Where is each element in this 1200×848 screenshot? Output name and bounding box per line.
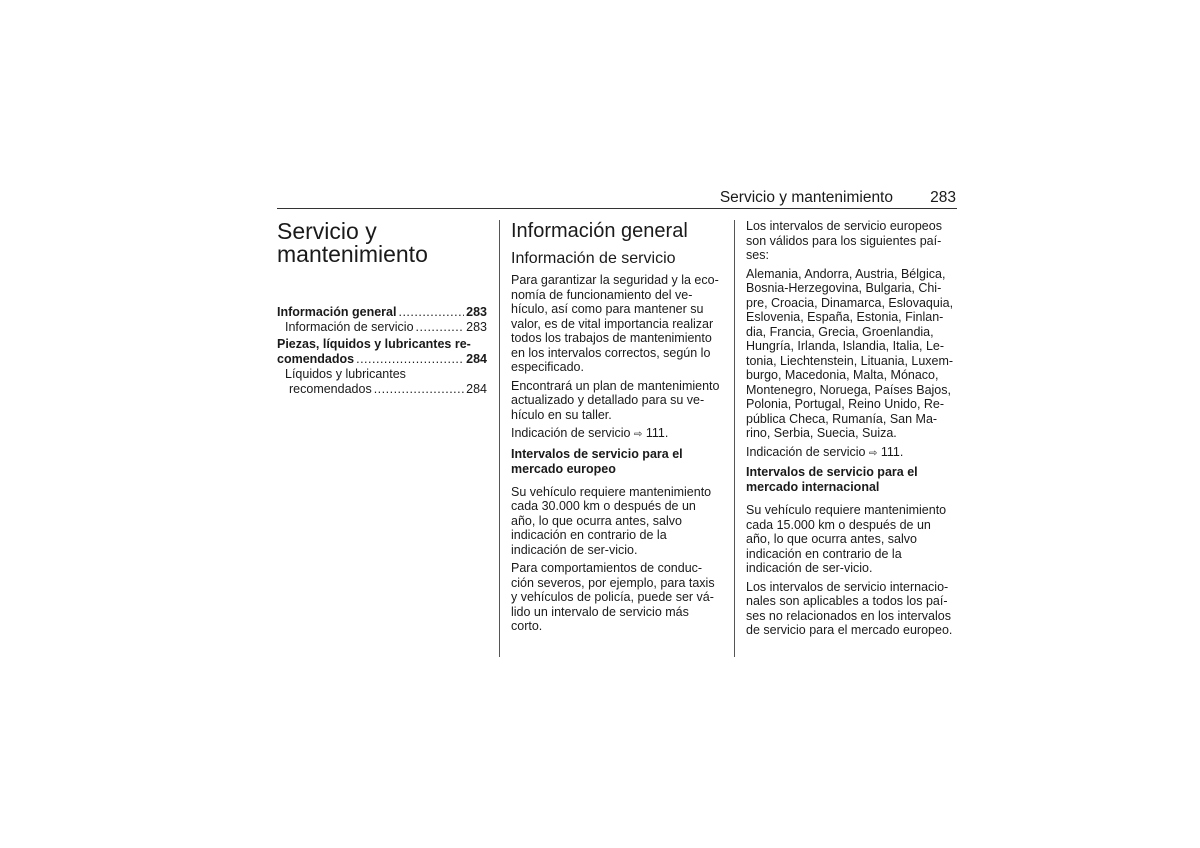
paragraph: Los intervalos de servicio internacio-nales son aplicables a todos los paí-ses no relacionados en los intervalos de servicio para el mercado europeo. bbox=[746, 579, 953, 637]
paragraph: Los intervalos de servicio europeos son válidos para los siguientes paí-ses: bbox=[746, 219, 942, 262]
toc-entry-label: Información general bbox=[277, 305, 397, 319]
toc-entry-page: 284 bbox=[466, 382, 487, 396]
toc-entry-page: 283 bbox=[466, 320, 487, 334]
toc-entry[interactable] bbox=[277, 320, 487, 335]
running-header-title: Servicio y mantenimiento bbox=[719, 189, 893, 206]
paragraph: Para comportamientos de conduc-ción severos, por ejemplo, para taxis y vehículos de policía, puede ser vá-lido un intervalo de servicio más corto. bbox=[511, 561, 715, 633]
toc-entry-line bbox=[277, 382, 487, 397]
toc-entry[interactable] bbox=[277, 367, 487, 397]
toc-leader-dots bbox=[398, 305, 464, 320]
toc-entry[interactable] bbox=[277, 337, 487, 367]
reference-arrow-icon: ⇨ bbox=[869, 447, 878, 459]
chapter-title bbox=[277, 220, 428, 266]
toc-entry-line bbox=[277, 337, 487, 352]
column-general-info bbox=[511, 219, 721, 638]
cross-reference-page: 111. bbox=[645, 426, 669, 440]
cross-reference[interactable] bbox=[511, 426, 721, 443]
subheading-international-intervals: Intervalos de servicio para el mercado internacional bbox=[746, 465, 918, 494]
toc-entry-label: Líquidos y lubricantes bbox=[285, 367, 406, 381]
subheading-european-intervals: Intervalos de servicio para el mercado europeo bbox=[511, 446, 683, 476]
country-list: Alemania, Andorra, Austria, Bélgica, Bosnia-Herzegovina, Bulgaria, Chi-pre, Croacia, Dinamarca, Eslovaquia, Eslovenia, España, Estonia, Finlan-dia, Francia, Grecia, Groenlandia, Hungría, Irlanda, Islandia, Italia, Le-tonia, Liechtenstein, Lituania, Luxem-burgo, Macedonia, Malta, Mónaco, Montenegro, Noruega, Países Bajos, Polonia, Portugal, Reino Unido, Re-pública Checa, Rumanía, San Ma-rino, Serbia, Suecia, Suiza. bbox=[746, 266, 954, 440]
toc-entry-page: 284 bbox=[466, 352, 487, 366]
toc-entry-label: recomendados bbox=[289, 382, 372, 396]
paragraph: Para garantizar la seguridad y la eco-nomía de funcionamiento del ve-hículo, así como para mantener su valor, es de vital importancia realizar todos los trabajos de mantenimiento en los intervalos correctos, según lo especificado. bbox=[511, 273, 719, 374]
cross-reference-text: Indicación de servicio bbox=[746, 444, 866, 459]
toc-leader-dots bbox=[356, 352, 464, 367]
page-number: 283 bbox=[930, 189, 956, 206]
toc-entry-line bbox=[277, 352, 487, 367]
toc-entry[interactable] bbox=[277, 305, 487, 320]
column-divider bbox=[734, 220, 735, 657]
paragraph: Su vehículo requiere mantenimiento cada 15.000 km o después de un año, lo que ocurra antes, salvo indicación en contrario de la indicación de ser-vicio. bbox=[746, 503, 947, 575]
table-of-contents bbox=[277, 305, 487, 397]
cross-reference-text: Indicación de servicio bbox=[511, 426, 631, 440]
chapter-title-line1: Servicio y bbox=[277, 218, 377, 244]
column-intervals bbox=[746, 219, 958, 642]
toc-entry-label: Información de servicio bbox=[285, 320, 414, 334]
paragraph: Encontrará un plan de mantenimiento actualizado y detallado para su ve-hículo en su taller. bbox=[511, 378, 720, 422]
cross-reference[interactable] bbox=[746, 445, 958, 462]
toc-entry-label: Piezas, líquidos y lubricantes re- bbox=[277, 337, 471, 351]
reference-arrow-icon: ⇨ bbox=[634, 429, 643, 440]
toc-entry-label: comendados bbox=[277, 352, 355, 366]
section-heading: Información general bbox=[511, 220, 688, 242]
toc-leader-dots bbox=[374, 382, 464, 397]
column-divider bbox=[499, 220, 500, 657]
chapter-title-line2: mantenimiento bbox=[277, 241, 428, 267]
toc-entry-page: 283 bbox=[466, 305, 487, 319]
toc-leader-dots bbox=[416, 320, 465, 335]
toc-entry-line bbox=[277, 367, 487, 382]
cross-reference-page: 111. bbox=[880, 444, 904, 459]
header-divider bbox=[277, 208, 957, 209]
subsection-heading: Información de servicio bbox=[511, 250, 676, 267]
paragraph: Su vehículo requiere mantenimiento cada 30.000 km o después de un año, lo que ocurra antes, salvo indicación en contrario de la indicación de ser-vicio. bbox=[511, 484, 712, 557]
